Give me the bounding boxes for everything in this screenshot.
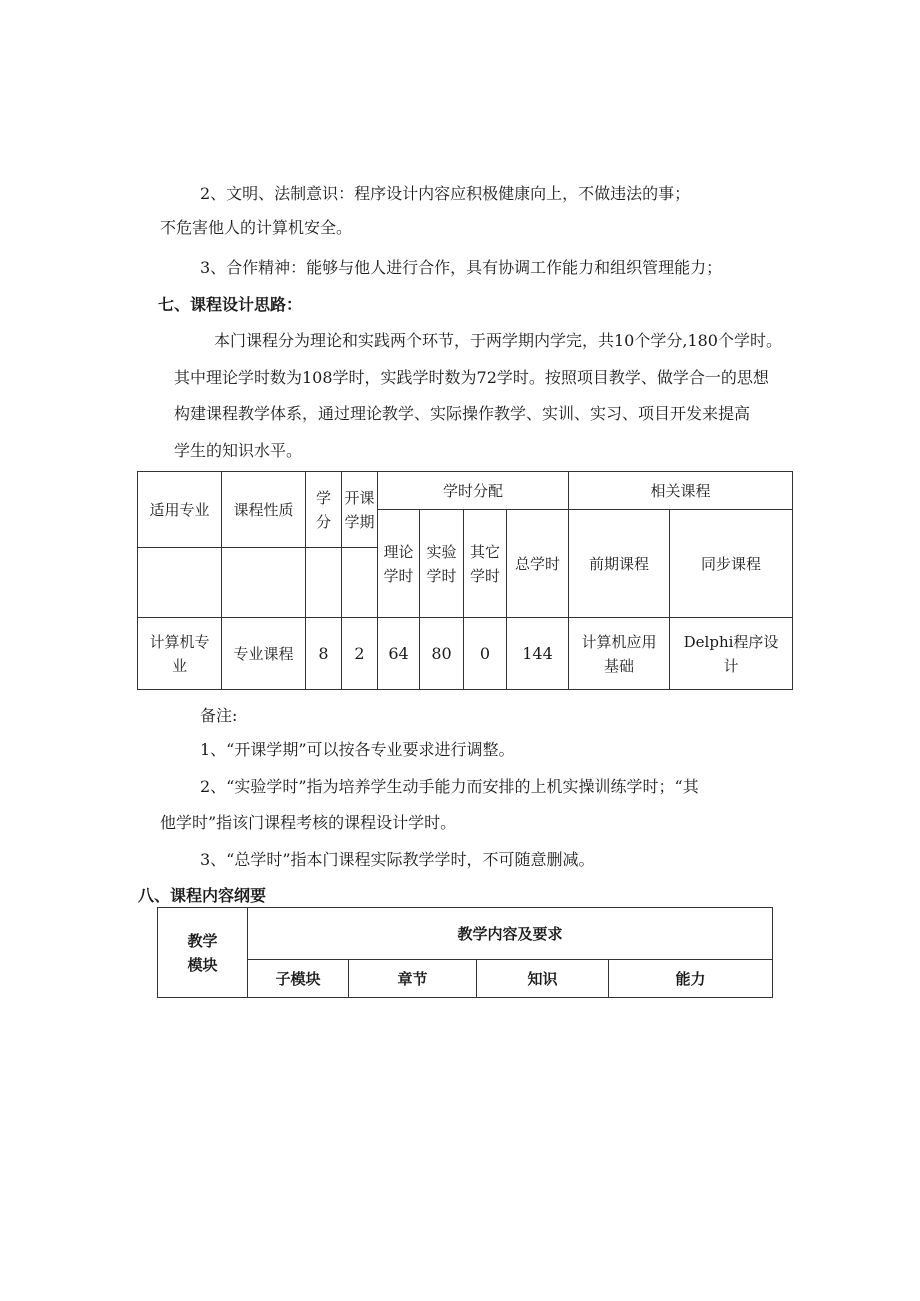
note-1: 1、“开课学期”可以按各专业要求进行调整。	[200, 740, 515, 759]
notes-title: 备注:	[200, 706, 238, 725]
item-3: 3、合作精神：能够与他人进行合作，具有协调工作能力和组织管理能力；	[200, 258, 723, 277]
item-2-line-1: 2、文明、法制意识：程序设计内容应积极健康向上，不做违法的事；	[200, 184, 691, 203]
header-major: 适用专业	[138, 472, 222, 548]
header-hours-group: 学时分配	[378, 472, 569, 510]
note-3: 3、“总学时”指本门课程实际教学学时，不可随意删减。	[200, 850, 595, 869]
section-seven-para-line-3: 构建课程教学体系，通过理论教学、实际操作教学、实训、实习、项目开发来提高	[174, 404, 751, 423]
cell-major: 计算机专 业	[138, 618, 222, 690]
header-sub-module: 子模块	[248, 960, 349, 998]
cell-concurrent: Delphi程序设 计	[670, 618, 793, 690]
section-seven-para-line-1: 本门课程分为理论和实践两个环节，于两学期内学完，共10个学分,180个学时。	[214, 331, 782, 350]
header-term-cont	[342, 548, 378, 618]
cell-total: 144	[507, 618, 569, 690]
header-concurrent: 同步课程	[670, 510, 793, 618]
header-knowledge: 知识	[477, 960, 609, 998]
cell-credit: 8	[306, 618, 342, 690]
item-2-line-2: 不危害他人的计算机安全。	[160, 218, 353, 237]
header-nature-cont	[222, 548, 306, 618]
header-prior: 前期课程	[569, 510, 670, 618]
course-table	[137, 471, 793, 690]
header-related: 相关课程	[569, 472, 793, 510]
header-total: 总学时	[507, 510, 569, 618]
cell-nature: 专业课程	[222, 618, 306, 690]
header-term: 开课 学期	[342, 472, 378, 548]
section-eight-heading: 八、课程内容纲要	[138, 886, 267, 905]
header-ability: 能力	[609, 960, 773, 998]
header-module: 教学 模块	[158, 908, 248, 998]
header-nature: 课程性质	[222, 472, 306, 548]
header-lab: 实验 学时	[420, 510, 464, 618]
cell-theory: 64	[378, 618, 420, 690]
header-chapter: 章节	[349, 960, 477, 998]
header-other: 其它 学时	[464, 510, 507, 618]
cell-other: 0	[464, 618, 507, 690]
header-content: 教学内容及要求	[248, 908, 773, 960]
cell-lab: 80	[420, 618, 464, 690]
section-seven-para-line-4: 学生的知识水平。	[174, 441, 303, 460]
note-2-line-2: 他学时”指该门课程考核的课程设计学时。	[160, 813, 457, 832]
cell-prior: 计算机应用 基础	[569, 618, 670, 690]
header-major-cont	[138, 548, 222, 618]
header-credit: 学 分	[306, 472, 342, 548]
header-theory: 理论 学时	[378, 510, 420, 618]
note-2-line-1: 2、“实验学时”指为培养学生动手能力而安排的上机实操训练学时；“其	[200, 777, 699, 796]
section-seven-heading: 七、课程设计思路：	[158, 295, 303, 314]
header-credit-cont	[306, 548, 342, 618]
content-outline-table	[157, 907, 773, 998]
cell-term: 2	[342, 618, 378, 690]
section-seven-para-line-2: 其中理论学时数为108学时，实践学时数为72学时。按照项目教学、做学合一的思想	[174, 368, 769, 387]
